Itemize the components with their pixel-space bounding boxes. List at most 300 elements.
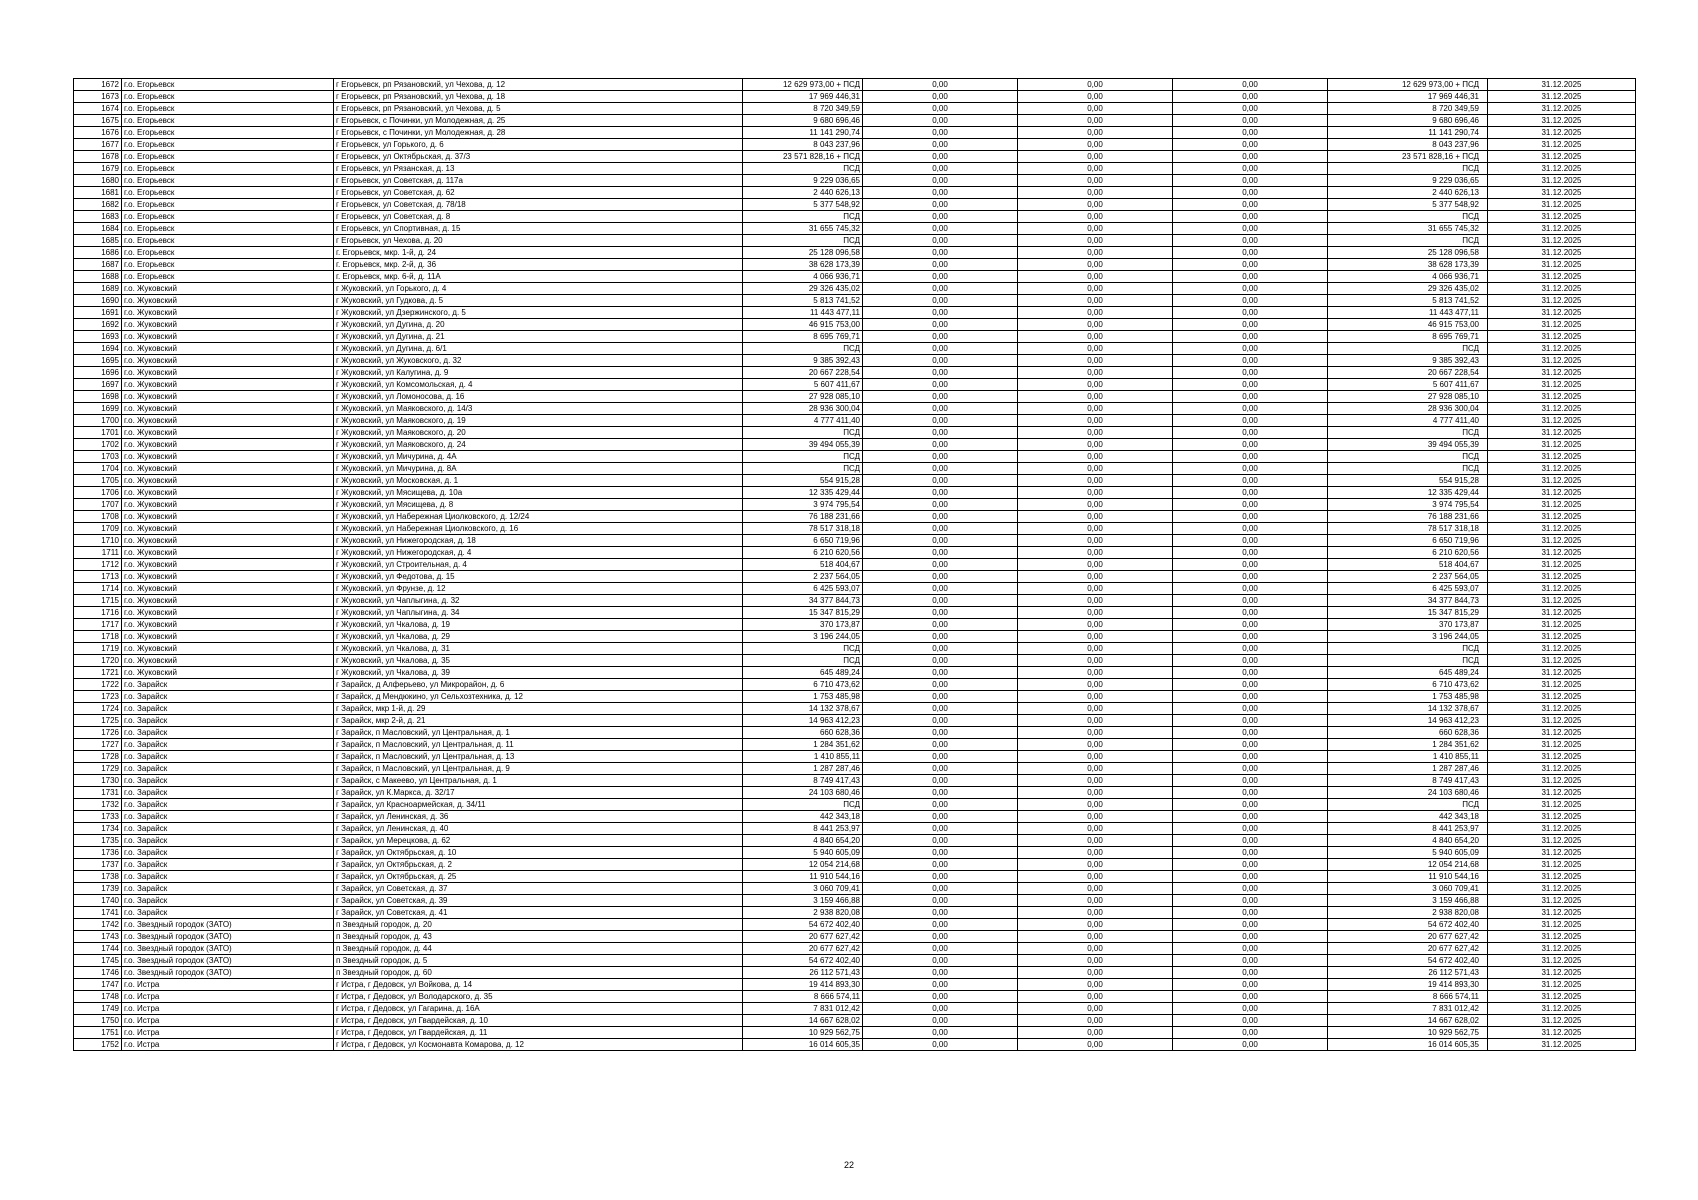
cell-amount-2: 0,00 [863, 979, 1018, 991]
cell-municipality: г.о. Зарайск [122, 787, 334, 799]
cell-row-number: 1674 [74, 103, 122, 115]
cell-amount-3: 0,00 [1018, 1039, 1173, 1051]
cell-amount-2: 0,00 [863, 331, 1018, 343]
table-row [74, 283, 1636, 295]
cell-amount-4: 0,00 [1173, 151, 1328, 163]
cell-amount-4: 0,00 [1173, 895, 1328, 907]
cell-municipality: г.о. Звездный городок (ЗАТО) [122, 943, 334, 955]
cell-amount-4: 0,00 [1173, 667, 1328, 679]
cell-amount-4: 0,00 [1173, 115, 1328, 127]
cell-amount-3: 0,00 [1018, 439, 1173, 451]
cell-address: г Жуковский, ул Маяковского, д. 19 [334, 415, 743, 427]
cell-amount-2: 0,00 [863, 583, 1018, 595]
cell-row-number: 1712 [74, 559, 122, 571]
cell-amount-3: 0,00 [1018, 523, 1173, 535]
table-row [74, 175, 1636, 187]
cell-deadline: 31.12.2025 [1488, 475, 1636, 487]
cell-municipality: г.о. Зарайск [122, 751, 334, 763]
cell-total: 12 054 214,68 [1328, 859, 1488, 871]
cell-amount-2: 0,00 [863, 475, 1018, 487]
table-row [74, 115, 1636, 127]
cell-amount-4: 0,00 [1173, 79, 1328, 91]
cell-municipality: г.о. Зарайск [122, 859, 334, 871]
cell-amount-3: 0,00 [1018, 643, 1173, 655]
cell-municipality: г.о. Жуковский [122, 643, 334, 655]
table-row [74, 463, 1636, 475]
cell-address: п Звездный городок, д. 60 [334, 967, 743, 979]
cell-amount-4: 0,00 [1173, 355, 1328, 367]
cell-address: г Жуковский, ул Московская, д. 1 [334, 475, 743, 487]
cell-row-number: 1717 [74, 619, 122, 631]
cell-amount-4: 0,00 [1173, 247, 1328, 259]
cell-cost: 9 229 036,65 [743, 175, 863, 187]
cell-municipality: г.о. Егорьевск [122, 211, 334, 223]
cell-amount-2: 0,00 [863, 907, 1018, 919]
cell-cost: 14 132 378,67 [743, 703, 863, 715]
cell-amount-2: 0,00 [863, 931, 1018, 943]
cell-cost: 8 043 237,96 [743, 139, 863, 151]
cell-address: г Зарайск, п Масловский, ул Центральная, д. 1 [334, 727, 743, 739]
cell-amount-3: 0,00 [1018, 1027, 1173, 1039]
cell-address: г Жуковский, ул Дугина, д. 20 [334, 319, 743, 331]
cell-address: г Жуковский, ул Дугина, д. 21 [334, 331, 743, 343]
cell-amount-2: 0,00 [863, 439, 1018, 451]
cell-row-number: 1677 [74, 139, 122, 151]
table-row [74, 883, 1636, 895]
table-row [74, 895, 1636, 907]
cell-amount-3: 0,00 [1018, 823, 1173, 835]
cell-amount-4: 0,00 [1173, 259, 1328, 271]
cell-amount-2: 0,00 [863, 871, 1018, 883]
cell-amount-3: 0,00 [1018, 91, 1173, 103]
cell-amount-4: 0,00 [1173, 883, 1328, 895]
cell-amount-2: 0,00 [863, 991, 1018, 1003]
cell-row-number: 1689 [74, 283, 122, 295]
cell-row-number: 1736 [74, 847, 122, 859]
cell-row-number: 1703 [74, 451, 122, 463]
cell-amount-2: 0,00 [863, 775, 1018, 787]
cell-amount-2: 0,00 [863, 799, 1018, 811]
cell-amount-2: 0,00 [863, 91, 1018, 103]
cell-amount-4: 0,00 [1173, 967, 1328, 979]
cell-total: 554 915,28 [1328, 475, 1488, 487]
cell-cost: 1 410 855,11 [743, 751, 863, 763]
cell-deadline: 31.12.2025 [1488, 271, 1636, 283]
cell-amount-3: 0,00 [1018, 319, 1173, 331]
cell-deadline: 31.12.2025 [1488, 115, 1636, 127]
cell-total: 14 667 628,02 [1328, 1015, 1488, 1027]
cell-deadline: 31.12.2025 [1488, 487, 1636, 499]
cell-cost: 442 343,18 [743, 811, 863, 823]
cell-municipality: г.о. Жуковский [122, 403, 334, 415]
cell-deadline: 31.12.2025 [1488, 1039, 1636, 1051]
cell-amount-3: 0,00 [1018, 715, 1173, 727]
cell-amount-2: 0,00 [863, 163, 1018, 175]
cell-municipality: г.о. Звездный городок (ЗАТО) [122, 955, 334, 967]
table-row [74, 727, 1636, 739]
cell-amount-2: 0,00 [863, 487, 1018, 499]
cell-amount-3: 0,00 [1018, 919, 1173, 931]
cell-amount-3: 0,00 [1018, 691, 1173, 703]
cell-total: 15 347 815,29 [1328, 607, 1488, 619]
cell-amount-4: 0,00 [1173, 1015, 1328, 1027]
cell-amount-4: 0,00 [1173, 103, 1328, 115]
cell-amount-2: 0,00 [863, 1015, 1018, 1027]
cell-row-number: 1750 [74, 1015, 122, 1027]
cell-row-number: 1745 [74, 955, 122, 967]
cell-amount-3: 0,00 [1018, 1015, 1173, 1027]
cell-deadline: 31.12.2025 [1488, 367, 1636, 379]
cell-total: 26 112 571,43 [1328, 967, 1488, 979]
cell-row-number: 1743 [74, 931, 122, 943]
cell-amount-4: 0,00 [1173, 727, 1328, 739]
cell-address: г Жуковский, ул Чкалова, д. 35 [334, 655, 743, 667]
cell-amount-2: 0,00 [863, 883, 1018, 895]
table-row [74, 667, 1636, 679]
cell-amount-2: 0,00 [863, 187, 1018, 199]
cell-amount-3: 0,00 [1018, 415, 1173, 427]
cell-cost: 17 969 446,31 [743, 91, 863, 103]
cell-amount-3: 0,00 [1018, 259, 1173, 271]
cell-cost: 6 425 593,07 [743, 583, 863, 595]
cell-address: г Зарайск, ул Октябрьская, д. 10 [334, 847, 743, 859]
cell-address: г. Егорьевск, мкр. 2-й, д. 36 [334, 259, 743, 271]
cell-deadline: 31.12.2025 [1488, 943, 1636, 955]
cell-amount-3: 0,00 [1018, 811, 1173, 823]
cell-amount-2: 0,00 [863, 859, 1018, 871]
cell-amount-2: 0,00 [863, 835, 1018, 847]
cell-amount-3: 0,00 [1018, 943, 1173, 955]
cell-cost: 12 054 214,68 [743, 859, 863, 871]
cell-municipality: г.о. Зарайск [122, 847, 334, 859]
cell-amount-3: 0,00 [1018, 775, 1173, 787]
cell-address: г Зарайск, д Алферьево, ул Микрорайон, д. 6 [334, 679, 743, 691]
cell-total: 54 672 402,40 [1328, 955, 1488, 967]
cell-amount-4: 0,00 [1173, 859, 1328, 871]
cell-municipality: г.о. Зарайск [122, 883, 334, 895]
cell-deadline: 31.12.2025 [1488, 595, 1636, 607]
cell-cost: 12 629 973,00 + ПСД [743, 79, 863, 91]
cell-row-number: 1747 [74, 979, 122, 991]
cell-total: 3 159 466,88 [1328, 895, 1488, 907]
cell-amount-2: 0,00 [863, 955, 1018, 967]
cell-cost: 8 720 349,59 [743, 103, 863, 115]
cell-amount-3: 0,00 [1018, 799, 1173, 811]
cell-amount-4: 0,00 [1173, 943, 1328, 955]
cell-total: 7 831 012,42 [1328, 1003, 1488, 1015]
cell-municipality: г.о. Егорьевск [122, 175, 334, 187]
cell-amount-3: 0,00 [1018, 487, 1173, 499]
cell-amount-3: 0,00 [1018, 751, 1173, 763]
cell-amount-2: 0,00 [863, 811, 1018, 823]
cell-cost: 46 915 753,00 [743, 319, 863, 331]
cell-address: г Зарайск, ул Советская, д. 41 [334, 907, 743, 919]
cell-amount-2: 0,00 [863, 115, 1018, 127]
cell-cost: 660 628,36 [743, 727, 863, 739]
cell-row-number: 1724 [74, 703, 122, 715]
cell-address: г Егорьевск, с Починки, ул Молодежная, д. 28 [334, 127, 743, 139]
cell-amount-4: 0,00 [1173, 163, 1328, 175]
cell-row-number: 1752 [74, 1039, 122, 1051]
cell-cost: 5 607 411,67 [743, 379, 863, 391]
cell-amount-2: 0,00 [863, 919, 1018, 931]
cell-amount-3: 0,00 [1018, 679, 1173, 691]
cell-total: 4 777 411,40 [1328, 415, 1488, 427]
cell-cost: 20 677 627,42 [743, 931, 863, 943]
cell-deadline: 31.12.2025 [1488, 379, 1636, 391]
cell-cost: ПСД [743, 343, 863, 355]
cell-deadline: 31.12.2025 [1488, 715, 1636, 727]
cell-amount-4: 0,00 [1173, 343, 1328, 355]
cell-deadline: 31.12.2025 [1488, 511, 1636, 523]
cell-cost: 9 680 696,46 [743, 115, 863, 127]
table-row [74, 931, 1636, 943]
cell-total: 518 404,67 [1328, 559, 1488, 571]
cell-amount-4: 0,00 [1173, 955, 1328, 967]
cell-address: г Жуковский, ул Мичурина, д. 8А [334, 463, 743, 475]
cell-amount-3: 0,00 [1018, 463, 1173, 475]
table-row [74, 127, 1636, 139]
cell-amount-3: 0,00 [1018, 151, 1173, 163]
cell-amount-4: 0,00 [1173, 559, 1328, 571]
cell-cost: 3 196 244,05 [743, 631, 863, 643]
cell-row-number: 1681 [74, 187, 122, 199]
table-row [74, 295, 1636, 307]
cell-deadline: 31.12.2025 [1488, 127, 1636, 139]
cell-amount-4: 0,00 [1173, 583, 1328, 595]
cell-municipality: г.о. Зарайск [122, 799, 334, 811]
cell-amount-4: 0,00 [1173, 415, 1328, 427]
cell-address: г Истра, г Дедовск, ул Гвардейская, д. 11 [334, 1027, 743, 1039]
cell-amount-4: 0,00 [1173, 535, 1328, 547]
cell-cost: 12 335 429,44 [743, 487, 863, 499]
cell-amount-3: 0,00 [1018, 295, 1173, 307]
cell-total: 46 915 753,00 [1328, 319, 1488, 331]
cell-amount-2: 0,00 [863, 235, 1018, 247]
cell-cost: 645 489,24 [743, 667, 863, 679]
cell-amount-4: 0,00 [1173, 571, 1328, 583]
cell-row-number: 1737 [74, 859, 122, 871]
table-row [74, 907, 1636, 919]
cell-cost: 28 936 300,04 [743, 403, 863, 415]
table-row [74, 655, 1636, 667]
cell-amount-4: 0,00 [1173, 499, 1328, 511]
cell-row-number: 1739 [74, 883, 122, 895]
cell-deadline: 31.12.2025 [1488, 211, 1636, 223]
cell-amount-2: 0,00 [863, 127, 1018, 139]
cell-total: 1 284 351,62 [1328, 739, 1488, 751]
cell-cost: 54 672 402,40 [743, 919, 863, 931]
cell-address: г Жуковский, ул Ломоносова, д. 16 [334, 391, 743, 403]
cell-cost: 20 667 228,54 [743, 367, 863, 379]
cell-address: п Звездный городок, д. 5 [334, 955, 743, 967]
cell-cost: 3 974 795,54 [743, 499, 863, 511]
table-row [74, 703, 1636, 715]
cell-cost: 31 655 745,32 [743, 223, 863, 235]
cell-total: 12 629 973,00 + ПСД [1328, 79, 1488, 91]
cell-address: г Егорьевск, рп Рязановский, ул Чехова, д. 18 [334, 91, 743, 103]
cell-amount-2: 0,00 [863, 667, 1018, 679]
table-row [74, 451, 1636, 463]
cell-address: г Жуковский, ул Фрунзе, д. 12 [334, 583, 743, 595]
cell-amount-3: 0,00 [1018, 667, 1173, 679]
cell-amount-4: 0,00 [1173, 307, 1328, 319]
cell-amount-4: 0,00 [1173, 823, 1328, 835]
cell-total: 9 229 036,65 [1328, 175, 1488, 187]
table-row [74, 1003, 1636, 1015]
cell-cost: 8 695 769,71 [743, 331, 863, 343]
cell-amount-4: 0,00 [1173, 679, 1328, 691]
cell-amount-3: 0,00 [1018, 235, 1173, 247]
cell-address: г Истра, г Дедовск, ул Володарского, д. 35 [334, 991, 743, 1003]
cell-cost: 4 777 411,40 [743, 415, 863, 427]
cell-municipality: г.о. Жуковский [122, 547, 334, 559]
cell-amount-4: 0,00 [1173, 235, 1328, 247]
table-row [74, 391, 1636, 403]
cell-total: 3 196 244,05 [1328, 631, 1488, 643]
cell-deadline: 31.12.2025 [1488, 295, 1636, 307]
cell-total: 442 343,18 [1328, 811, 1488, 823]
cell-cost: 2 237 564,05 [743, 571, 863, 583]
cell-municipality: г.о. Егорьевск [122, 79, 334, 91]
cell-amount-4: 0,00 [1173, 175, 1328, 187]
cell-address: г Егорьевск, ул Советская, д. 62 [334, 187, 743, 199]
cell-cost: ПСД [743, 163, 863, 175]
cell-amount-4: 0,00 [1173, 295, 1328, 307]
cell-cost: 14 963 412,23 [743, 715, 863, 727]
cell-amount-3: 0,00 [1018, 211, 1173, 223]
cell-amount-2: 0,00 [863, 943, 1018, 955]
cell-row-number: 1699 [74, 403, 122, 415]
cell-municipality: г.о. Жуковский [122, 379, 334, 391]
cell-cost: 25 128 096,58 [743, 247, 863, 259]
cell-amount-2: 0,00 [863, 1039, 1018, 1051]
cell-deadline: 31.12.2025 [1488, 403, 1636, 415]
cell-row-number: 1734 [74, 823, 122, 835]
cell-deadline: 31.12.2025 [1488, 775, 1636, 787]
table-row [74, 1015, 1636, 1027]
cell-row-number: 1746 [74, 967, 122, 979]
cell-deadline: 31.12.2025 [1488, 679, 1636, 691]
cell-deadline: 31.12.2025 [1488, 979, 1636, 991]
cell-cost: ПСД [743, 643, 863, 655]
cell-amount-4: 0,00 [1173, 1003, 1328, 1015]
cell-amount-2: 0,00 [863, 103, 1018, 115]
table-row [74, 91, 1636, 103]
table-row [74, 967, 1636, 979]
cell-amount-3: 0,00 [1018, 271, 1173, 283]
cell-address: г Егорьевск, ул Советская, д. 8 [334, 211, 743, 223]
cell-amount-4: 0,00 [1173, 931, 1328, 943]
cell-amount-2: 0,00 [863, 223, 1018, 235]
cell-municipality: г.о. Зарайск [122, 895, 334, 907]
cell-cost: 518 404,67 [743, 559, 863, 571]
cell-amount-3: 0,00 [1018, 559, 1173, 571]
cell-amount-3: 0,00 [1018, 835, 1173, 847]
cell-cost: 39 494 055,39 [743, 439, 863, 451]
cell-amount-4: 0,00 [1173, 715, 1328, 727]
cell-total: 5 377 548,92 [1328, 199, 1488, 211]
cell-row-number: 1710 [74, 535, 122, 547]
cell-deadline: 31.12.2025 [1488, 931, 1636, 943]
table-row [74, 955, 1636, 967]
cell-address: г Зарайск, ул Ленинская, д. 36 [334, 811, 743, 823]
cell-amount-2: 0,00 [863, 199, 1018, 211]
cell-row-number: 1695 [74, 355, 122, 367]
cell-amount-2: 0,00 [863, 463, 1018, 475]
table-row [74, 499, 1636, 511]
cell-total: 20 677 627,42 [1328, 931, 1488, 943]
cell-deadline: 31.12.2025 [1488, 727, 1636, 739]
cell-row-number: 1680 [74, 175, 122, 187]
cell-address: г Жуковский, ул Маяковского, д. 14/3 [334, 403, 743, 415]
cell-amount-4: 0,00 [1173, 523, 1328, 535]
cell-total: 2 237 564,05 [1328, 571, 1488, 583]
cell-address: г Егорьевск, ул Чехова, д. 20 [334, 235, 743, 247]
cell-address: г Жуковский, ул Строительная, д. 4 [334, 559, 743, 571]
cell-amount-4: 0,00 [1173, 763, 1328, 775]
cell-row-number: 1725 [74, 715, 122, 727]
cell-deadline: 31.12.2025 [1488, 607, 1636, 619]
cell-total: 4 066 936,71 [1328, 271, 1488, 283]
table-row [74, 943, 1636, 955]
cell-amount-3: 0,00 [1018, 379, 1173, 391]
cell-total: 24 103 680,46 [1328, 787, 1488, 799]
cell-amount-2: 0,00 [863, 79, 1018, 91]
cell-municipality: г.о. Жуковский [122, 499, 334, 511]
table-row [74, 151, 1636, 163]
cell-amount-3: 0,00 [1018, 475, 1173, 487]
cell-municipality: г.о. Егорьевск [122, 139, 334, 151]
cell-amount-2: 0,00 [863, 607, 1018, 619]
cell-total: 2 938 820,08 [1328, 907, 1488, 919]
cell-deadline: 31.12.2025 [1488, 235, 1636, 247]
cell-total: 1 753 485,98 [1328, 691, 1488, 703]
cell-amount-3: 0,00 [1018, 391, 1173, 403]
cell-amount-3: 0,00 [1018, 883, 1173, 895]
cell-amount-2: 0,00 [863, 823, 1018, 835]
cell-municipality: г.о. Жуковский [122, 355, 334, 367]
cell-cost: 8 441 253,97 [743, 823, 863, 835]
cell-amount-3: 0,00 [1018, 631, 1173, 643]
table-row [74, 475, 1636, 487]
cell-amount-2: 0,00 [863, 703, 1018, 715]
cell-total: ПСД [1328, 163, 1488, 175]
cell-address: г Жуковский, ул Дугина, д. 6/1 [334, 343, 743, 355]
table-row [74, 307, 1636, 319]
cell-address: г Зарайск, ул Октябрьская, д. 25 [334, 871, 743, 883]
table-row [74, 835, 1636, 847]
cell-cost: 54 672 402,40 [743, 955, 863, 967]
cell-row-number: 1693 [74, 331, 122, 343]
cell-address: г Егорьевск, ул Октябрьская, д. 37/3 [334, 151, 743, 163]
cell-amount-4: 0,00 [1173, 187, 1328, 199]
cell-amount-3: 0,00 [1018, 187, 1173, 199]
cell-amount-2: 0,00 [863, 295, 1018, 307]
cell-row-number: 1711 [74, 547, 122, 559]
cell-municipality: г.о. Егорьевск [122, 247, 334, 259]
cell-row-number: 1679 [74, 163, 122, 175]
cell-deadline: 31.12.2025 [1488, 619, 1636, 631]
cell-row-number: 1713 [74, 571, 122, 583]
cell-amount-2: 0,00 [863, 367, 1018, 379]
cell-amount-3: 0,00 [1018, 907, 1173, 919]
cell-amount-3: 0,00 [1018, 223, 1173, 235]
cell-municipality: г.о. Егорьевск [122, 223, 334, 235]
cell-amount-3: 0,00 [1018, 307, 1173, 319]
cell-amount-4: 0,00 [1173, 595, 1328, 607]
cell-municipality: г.о. Жуковский [122, 283, 334, 295]
